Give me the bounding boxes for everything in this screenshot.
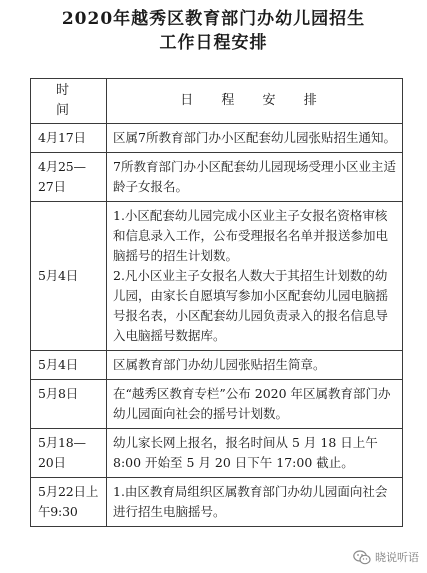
row-time: 5月22日上午9:30 [31, 478, 107, 527]
row-description [107, 429, 403, 478]
row-paragraph: 2.凡小区业主子女报名人数大于其招生计划数的幼儿园，由家长自愿填写参加小区配套幼儿园电脑摇号报名表，小区配套幼儿园负责录入的报名信息导入电脑摇号数据库。 [113, 268, 389, 343]
row-paragraph: 1.小区配套幼儿园完成小区业主子女报名资格审核和信息录入工作，公布受理报名名单并报送参加电脑摇号的招生计划数。 [113, 208, 389, 263]
row-time: 5月4日 [31, 351, 107, 380]
row-time: 4月17日 [31, 124, 107, 153]
row-time: 4月25—27日 [31, 153, 107, 202]
row-paragraph: 幼儿家长网上报名，报名时间从 5 月 18 日上午 8:00 开始至 5 月 20 日下午 17:00 截止。 [113, 435, 378, 470]
table-row [31, 380, 403, 429]
row-description [107, 351, 403, 380]
row-description [107, 478, 403, 527]
row-time: 5月18—20日 [31, 429, 107, 478]
row-paragraph: 区属7所教育部门办小区配套幼儿园张贴招生通知。 [113, 130, 396, 145]
table-header-row [31, 79, 403, 124]
schedule-table [30, 78, 403, 527]
header-time: 时 间 [31, 79, 107, 124]
table-row [31, 429, 403, 478]
header-schedule: 日 程 安 排 [107, 79, 403, 124]
table-row [31, 202, 403, 351]
row-description [107, 380, 403, 429]
table-row [31, 351, 403, 380]
document-title-line-1: 2020年越秀区教育部门办幼儿园招生 [61, 9, 366, 29]
row-paragraph: 区属教育部门办幼儿园张贴招生简章。 [113, 357, 326, 372]
row-paragraph: 7所教育部门办小区配套幼儿园现场受理小区业主适龄子女报名。 [113, 159, 396, 194]
row-description [107, 124, 403, 153]
table-row [31, 153, 403, 202]
watermark-text: 晓说听语 [375, 551, 419, 564]
row-paragraph: 在“越秀区教育专栏”公布 2020 年区属教育部门办幼儿园面向社会的摇号计划数。 [113, 386, 391, 421]
watermark [353, 549, 419, 565]
wechat-logo-icon [353, 550, 371, 565]
row-time: 5月8日 [31, 380, 107, 429]
document-title-line-2: 工作日程安排 [159, 33, 268, 53]
row-paragraph: 1.由区教育局组织区属教育部门办幼儿园面向社会进行招生电脑摇号。 [113, 484, 388, 519]
table-row [31, 124, 403, 153]
row-time: 5月4日 [31, 202, 107, 351]
table-row [31, 478, 403, 527]
row-description [107, 202, 403, 351]
row-description [107, 153, 403, 202]
